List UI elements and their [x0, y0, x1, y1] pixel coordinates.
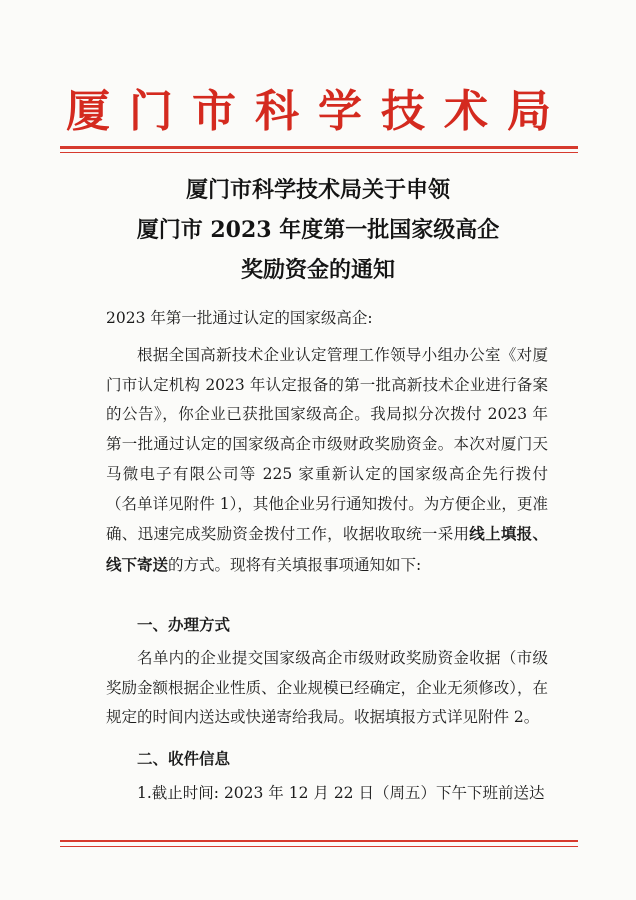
document-title — [0, 170, 636, 290]
header-rule-thick — [60, 146, 578, 149]
paragraph-intro — [106, 341, 548, 581]
section-2-text: 1.截止时间: 2023 年 12 月 22 日（周五）下午下班前送达 — [137, 784, 545, 802]
section-heading-2: 二、收件信息 — [137, 749, 231, 768]
paragraph-intro-text: 根据全国高新技术企业认定管理工作领导小组办公室《对厦门市认定机构 2023 年认定报备的第一批高新技术企业进行备案的公告》，你企业已获批国家级高企。我局拟分次拨付 2023 年第一批通过认定的国家级高企市级财政奖励资金。本次对厦门天马微电子有限公司等 225 家重新认定的国家级高企先行拨付（名单详见附件 1），其他企业另行通知拨付。为方便企业，更准确、迅速完成奖励资金拨付工作，收据收取统一采用 — [106, 346, 548, 544]
title-line-3: 奖励资金的通知 — [240, 257, 395, 283]
section-1-text: 名单内的企业提交国家级高企市级财政奖励资金收据（市级奖励金额根据企业性质、企业规模已经确定，企业无须修改），在规定的时间内送达或快递寄给我局。收据填报方式详见附件 2。 — [106, 649, 548, 727]
footer-rule-thick — [60, 840, 578, 842]
section-heading-1: 一、办理方式 — [137, 615, 231, 634]
title-line-1: 厦门市科学技术局关于申领 — [185, 177, 450, 203]
footer-rule-thin — [60, 846, 578, 847]
org-header: 厦门市科学技术局 — [66, 86, 570, 137]
salutation: 2023 年第一批通过认定的国家级高企: — [106, 309, 373, 327]
title-line-2: 厦门市 2023 年度第一批国家级高企 — [136, 217, 500, 243]
paragraph-intro-tail: 的方式。现将有关填报事项通知如下: — [168, 555, 422, 574]
paragraph-intro-highlight: 线上填报、线下寄送 — [106, 524, 548, 574]
header-rule-thin — [60, 152, 578, 153]
